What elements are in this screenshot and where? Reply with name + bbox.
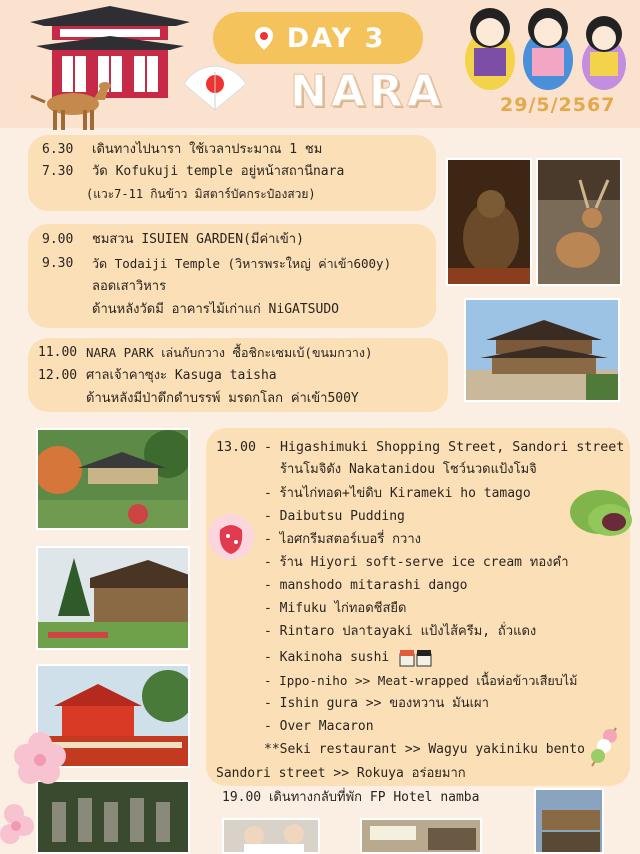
- dango-icon: [586, 724, 622, 768]
- time-label: 12.00: [38, 368, 78, 383]
- matcha-mochi-icon: [566, 486, 636, 542]
- shopping-item: - Ishin gura >> ของหวาน มันเผา: [264, 696, 489, 711]
- time-label: 11.00: [38, 345, 78, 360]
- shopping-title: 13.00 - Higashimuki Shopping Street, Sandori street: [216, 440, 625, 455]
- kokeshi-dolls-illustration: [462, 4, 632, 90]
- return-schedule: 19.00 เดินทางกลับที่พัก FP Hotel namba: [222, 790, 480, 805]
- schedule-text: ศาลเจ้าคาซุงะ Kasuga taisha: [86, 368, 277, 383]
- schedule-text: ด้านหลังวัดมี อาคารไม้เก่าแก่ NiGATSUDO: [92, 302, 339, 317]
- location-pin-icon: [251, 25, 277, 51]
- photo-stone-lanterns: [36, 780, 190, 854]
- schedule-note: (แวะ7-11 กินข้าว มิสตาร์บัคกระป๋องสวย): [86, 187, 316, 201]
- time-label: 9.00: [42, 232, 74, 247]
- schedule-text: NARA PARK เล่นกับกวาง ซื้อชิกะเซมเบ้(ขนมกวาง): [86, 345, 373, 360]
- shopping-item-highlight: **Seki restaurant >> Wagyu yakiniku bento: [264, 742, 585, 757]
- shopping-item: - Over Macaron: [264, 719, 374, 734]
- photo-mochi-pounding: [222, 818, 320, 854]
- city-title: NARA: [290, 66, 445, 117]
- schedule-text: ชมสวน ISUIEN GARDEN(มีค่าเข้า): [92, 232, 304, 247]
- shopping-item: - Mifuku ไก่ทอดชีสยืด: [264, 601, 407, 616]
- time-label: 6.30: [42, 142, 74, 157]
- schedule-text: วัด Kofukuji temple อยู่หน้าสถานีnara: [92, 164, 345, 179]
- shopping-item: - manshodo mitarashi dango: [264, 578, 468, 593]
- photo-deer-at-gate: [536, 158, 622, 286]
- sushi-icon: [398, 646, 434, 670]
- trip-date: 29/5/2567: [500, 94, 616, 116]
- photo-isuien-garden: [36, 428, 190, 530]
- time-label: 7.30: [42, 164, 74, 179]
- sandori-note: Sandori street >> Rokuya อร่อยมาก: [216, 766, 466, 781]
- cherry-blossom-icon: [12, 730, 68, 786]
- shopping-item: - ไอศกรีมสตอร์เบอรี่ กวาง: [264, 532, 421, 547]
- photo-shop-sign: [534, 788, 604, 854]
- strawberry-daifuku-icon: [206, 512, 256, 562]
- shopping-item: - Kakinoha sushi: [264, 650, 390, 665]
- schedule-text: เดินทางไปนารา ใช้เวลาประมาณ 1 ชม: [92, 142, 323, 157]
- photo-todaiji-hall: [464, 298, 620, 402]
- schedule-text: ด้านหลังมีป่าดึกดำบรรพ์ มรดกโลก ค่าเข้า500Y: [86, 391, 359, 406]
- schedule-text: วัด Todaiji Temple (วิหารพระใหญ่ ค่าเข้า600y): [92, 256, 392, 271]
- photo-daibutsu-statue: [446, 158, 532, 286]
- schedule-text: ลอดเสาวิหาร: [92, 279, 167, 294]
- day-label: DAY 3: [286, 22, 386, 54]
- photo-shop-front: [360, 818, 482, 854]
- cherry-blossom-icon: [0, 798, 36, 848]
- shopping-item: - Rintaro ปลาtayaki แป้งไส้ครีม, ถั่วแดง: [264, 624, 537, 639]
- shopping-item: - Ippo-niho >> Meat-wrapped เนื้อห่อข้าวเสียบไม้: [264, 673, 578, 688]
- fan-icon: [180, 64, 250, 114]
- shopping-subtitle: ร้านโมจิดัง Nakatanidou โชว์นวดแป้งโมจิ: [280, 462, 537, 477]
- time-label: 9.30: [42, 256, 74, 271]
- day-badge: [213, 12, 423, 64]
- deer-icon: [25, 78, 115, 133]
- shopping-item: - Daibutsu Pudding: [264, 509, 405, 524]
- shopping-item: - ร้าน Hiyori soft-serve ice cream ทองคำ: [264, 555, 569, 570]
- shopping-item: - ร้านไก่ทอด+ไข่ดิบ Kirameki ho tamago: [264, 486, 531, 501]
- photo-nigatsudo: [36, 546, 190, 650]
